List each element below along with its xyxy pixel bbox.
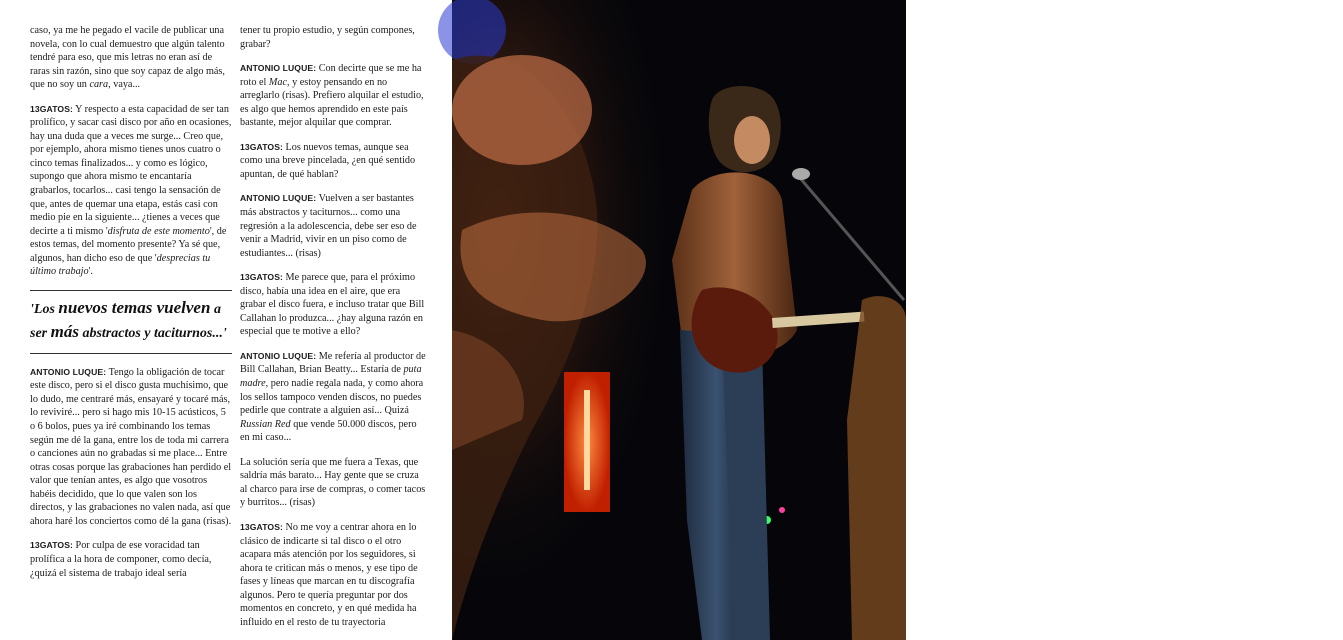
pull-quote: 'Los nuevos temas vuelven a ser más abstractos y taciturnos...' bbox=[30, 290, 232, 354]
credit-label: FOTOGRAFÍA DE bbox=[1310, 511, 1326, 633]
text-column-2 bbox=[240, 24, 426, 640]
amp-glow bbox=[584, 390, 590, 490]
text-column-1 bbox=[30, 24, 232, 591]
paragraph: 13GATOS: No me voy a centrar ahora en lo clásico de indicarte si tal disco o el otro acapara más atención por los seguidores, si ahora te critican más o menos, y ese tipo de fases y líneas que marcan en tu discografía algunos. Pero te quería preguntar por dos momentos en concreto, y en qué medida ha influido en el resto de tu trayectoria bbox=[240, 521, 418, 628]
speaker-label: ANTONIO LUQUE: bbox=[240, 350, 317, 361]
blurred-hand bbox=[452, 55, 592, 165]
concert-photo bbox=[452, 0, 1342, 640]
paragraph: tener tu propio estudio, y según compones, grabar? bbox=[240, 25, 415, 50]
text-page bbox=[0, 0, 452, 640]
speaker-label: ANTONIO LUQUE: bbox=[240, 193, 317, 204]
speaker-label: ANTONIO LUQUE: bbox=[240, 63, 317, 74]
speaker-label: 13GATOS: bbox=[240, 272, 283, 283]
stage-light bbox=[779, 507, 785, 513]
speaker-label: 13GATOS: bbox=[30, 103, 73, 114]
speaker-label: 13GATOS: bbox=[240, 521, 283, 532]
photo-credit bbox=[1310, 407, 1343, 633]
speaker-label: ANTONIO LUQUE: bbox=[30, 366, 107, 377]
speaker-label: 13GATOS: bbox=[240, 141, 283, 152]
singer-face bbox=[734, 116, 770, 164]
paragraph: ANTONIO LUQUE: Con decirte que se me ha roto el Mac, y estoy pensando en no arreglarlo (risas). Prefiero alquilar el estudio, es algo que hemos aprendido en este país bastante, mejor alquilar que comprar. bbox=[240, 63, 424, 129]
concert-photo-illustration bbox=[452, 0, 906, 640]
paragraph: ANTONIO LUQUE: Tengo la obligación de tocar este disco, pero si el disco gusta muchísimo, que lo dudo, me centraré más, ensayaré y tocaré más, lo reviviré... pero si hago mis 10-15 acústicos, 5 o 6 bolos, pues ya iré combinando los temas según me dé la gana, entre los de toda mi carrera o canciones aún no grabadas si me place... Entre otras cosas porque las grabaciones han perdido el valor que tenían antes, es algo que vosotros habéis decidido, que lo que valen son los directos, y las grabaciones no valen nada, así que ahora haré los conciertos como dé la gana (risas). bbox=[30, 366, 232, 527]
credit-url[interactable]: www.jmgrimaldi.com bbox=[1328, 513, 1342, 633]
credit-name: J.M.GRIMALDI bbox=[1310, 406, 1326, 512]
microphone bbox=[792, 168, 810, 180]
paragraph: 13GATOS: Y respecto a esta capacidad de ser tan prolífico, y sacar casi disco por año en ocasiones, hay una duda que a veces me surge... Creo que, por ejemplo, ahora mismo tienes unos cuatro o cinco temas finalizados... y como es lógico, supongo que ahora mismo te encantaría grabarlos, tocarlos... casi tengo la sensación de que, antes de quemar una etapa, estás casi con medio pie en la siguiente... ¿tienes a veces que decirte a ti mismo 'disfruta de este momento', de estos temas, del momento presente? Ya sé que, algunos, han dicho eso de que 'desprecias tu último trabajo'. bbox=[30, 103, 232, 278]
paragraph: ANTONIO LUQUE: Me refería al productor de Bill Callahan, Brian Beatty... Estaría de puta madre, pero nadie regala nada, y como ahora los sellos tampoco venden discos, no puedes pedirle que contrate a alguien así... Quizá Russian Red que vende 50.000 discos, pero en mi caso... bbox=[240, 350, 426, 444]
paragraph: 13GATOS: Los nuevos temas, aunque sea como una breve pincelada, ¿en qué sentido apuntan, de qué hablan? bbox=[240, 141, 416, 180]
paragraph: caso, ya me he pegado el vacile de publicar una novela, con lo cual demuestro que algún talento tendré para eso, que mis letras no eran así de raras sin razón, sino que soy capaz de algo más, que no soy un cara, vaya... bbox=[30, 25, 225, 91]
paragraph: ANTONIO LUQUE: Vuelven a ser bastantes más abstractos y taciturnos... como una regresión a la adolescencia, debe ser eso de venir a Madrid, vivir en un piso como de estudiantes... (risas) bbox=[240, 193, 417, 259]
paragraph: 13GATOS: Me parece que, para el próximo disco, había una idea en el aire, que era grabar el disco fuera, e incluso tratar que Bill Callahan lo produzca... ¿hay alguna razón en especial que te motive a ello? bbox=[240, 272, 425, 338]
paragraph: 13GATOS: Por culpa de ese voracidad tan prolífica a la hora de componer, como decía, ¿quizá el sistema de trabajo ideal sería bbox=[30, 540, 212, 579]
paragraph: La solución sería que me fuera a Texas, que saldría más barato... Hay gente que se cruza al charco para irse de compras, o comer tacos y burritos... (risas) bbox=[240, 456, 426, 509]
speaker-label: 13GATOS: bbox=[30, 540, 73, 551]
